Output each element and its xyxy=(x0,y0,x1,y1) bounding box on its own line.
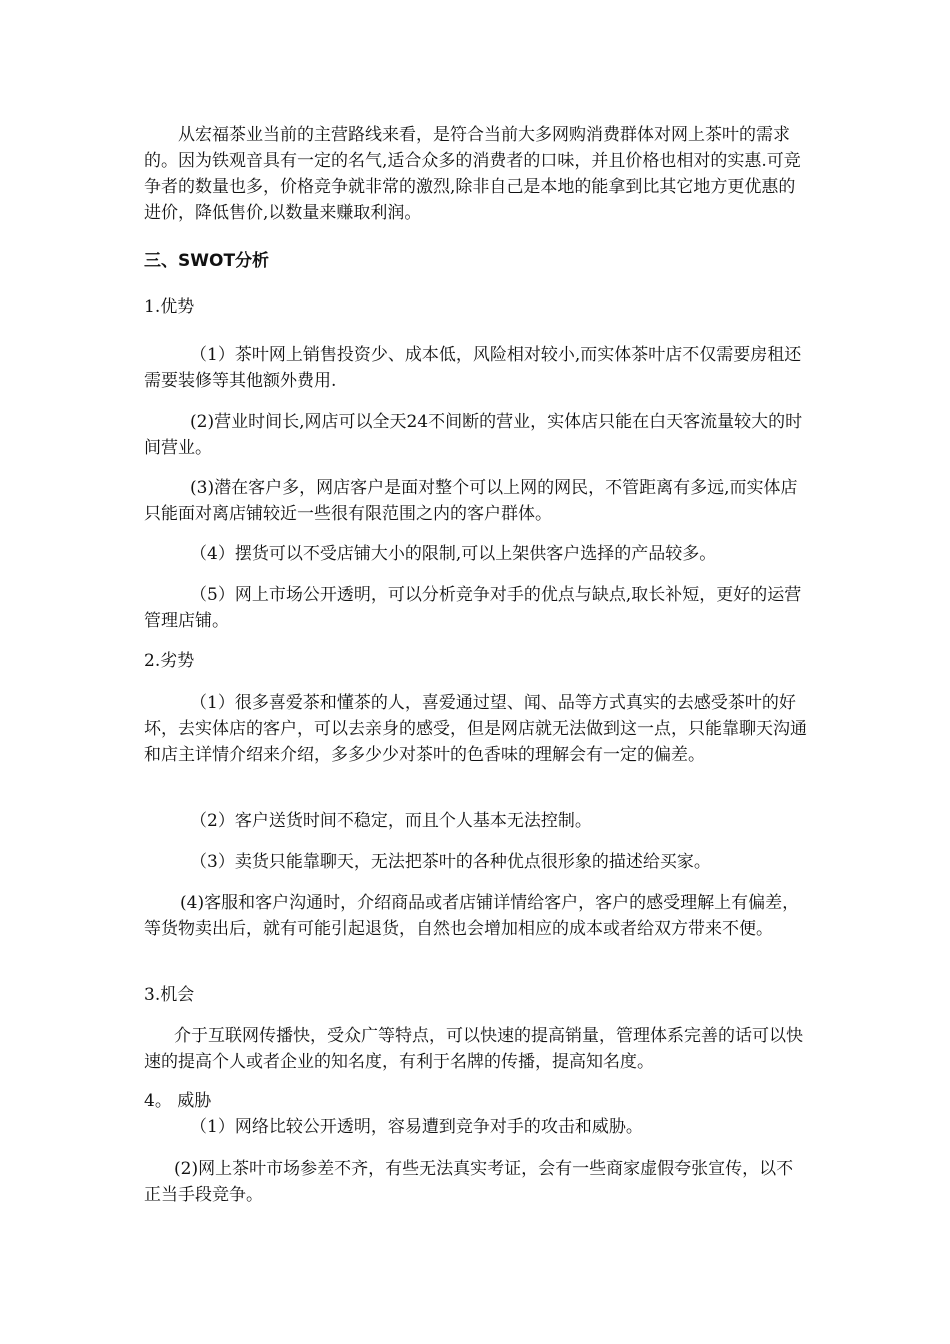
opportunities-heading: 3.机会 xyxy=(144,985,195,1005)
opportunities-paragraph: 介于互联网传播快，受众广等特点，可以快速的提高销量，管理体系完善的话可以快速的提高个人或者企业的知名度，有利于名牌的传播，提高知名度。 xyxy=(144,1026,803,1072)
strength-item-4: （4）摆货可以不受店铺大小的限制,可以上架供客户选择的产品较多。 xyxy=(190,544,717,564)
section-title: 三、SWOT分析 xyxy=(144,251,270,271)
strength-item-2: (2)营业时间长,网店可以全天24不间断的营业，实体店只能在白天客流量较大的时间营业。 xyxy=(144,412,803,458)
threat-item-1: （1）网络比较公开透明，容易遭到竞争对手的攻击和威胁。 xyxy=(190,1117,643,1137)
intro-paragraph: 从宏福茶业当前的主营路线来看，是符合当前大多网购消费群体对网上茶叶的需求的。因为铁观音具有一定的名气,适合众多的消费者的口味，并且价格也相对的实惠.可竞争者的数量也多，价格竞争就非常的激烈,除非自己是本地的能拿到比其它地方更优惠的进价，降低售价,以数量来赚取利润。 xyxy=(144,125,801,223)
strength-item-5: （5）网上市场公开透明，可以分析竞争对手的优点与缺点,取长补短，更好的运营管理店铺。 xyxy=(144,585,802,631)
weakness-item-2: （2）客户送货时间不稳定，而且个人基本无法控制。 xyxy=(190,811,592,831)
threats-heading: 4。 威胁 xyxy=(144,1091,212,1111)
weakness-item-4: (4)客服和客户沟通时，介绍商品或者店铺详情给客户，客户的感受理解上有偏差，等货物卖出后，就有可能引起退货，自然也会增加相应的成本或者给双方带来不便。 xyxy=(144,893,800,939)
threat-item-2: (2)网上茶叶市场参差不齐，有些无法真实考证，会有一些商家虚假夸张宣传，以不正当手段竞争。 xyxy=(144,1159,794,1205)
weaknesses-heading: 2.劣势 xyxy=(144,651,195,671)
strengths-heading: 1.优势 xyxy=(144,297,195,317)
strength-item-3: (3)潜在客户多，网店客户是面对整个可以上网的网民，不管距离有多远,而实体店只能面对离店铺较近一些很有限范围之内的客户群体。 xyxy=(144,478,798,524)
weakness-item-3: （3）卖货只能靠聊天，无法把茶叶的各种优点很形象的描述给买家。 xyxy=(190,852,711,872)
weakness-item-1: （1）很多喜爱茶和懂茶的人，喜爱通过望、闻、品等方式真实的去感受茶叶的好坏，去实体店的客户，可以去亲身的感受，但是网店就无法做到这一点，只能靠聊天沟通和店主详情介绍来介绍，多多少少对茶叶的色香味的理解会有一定的偏差。 xyxy=(144,693,807,765)
strength-item-1: （1）茶叶网上销售投资少、成本低，风险相对较小,而实体茶叶店不仅需要房租还需要装修等其他额外费用. xyxy=(144,345,802,391)
